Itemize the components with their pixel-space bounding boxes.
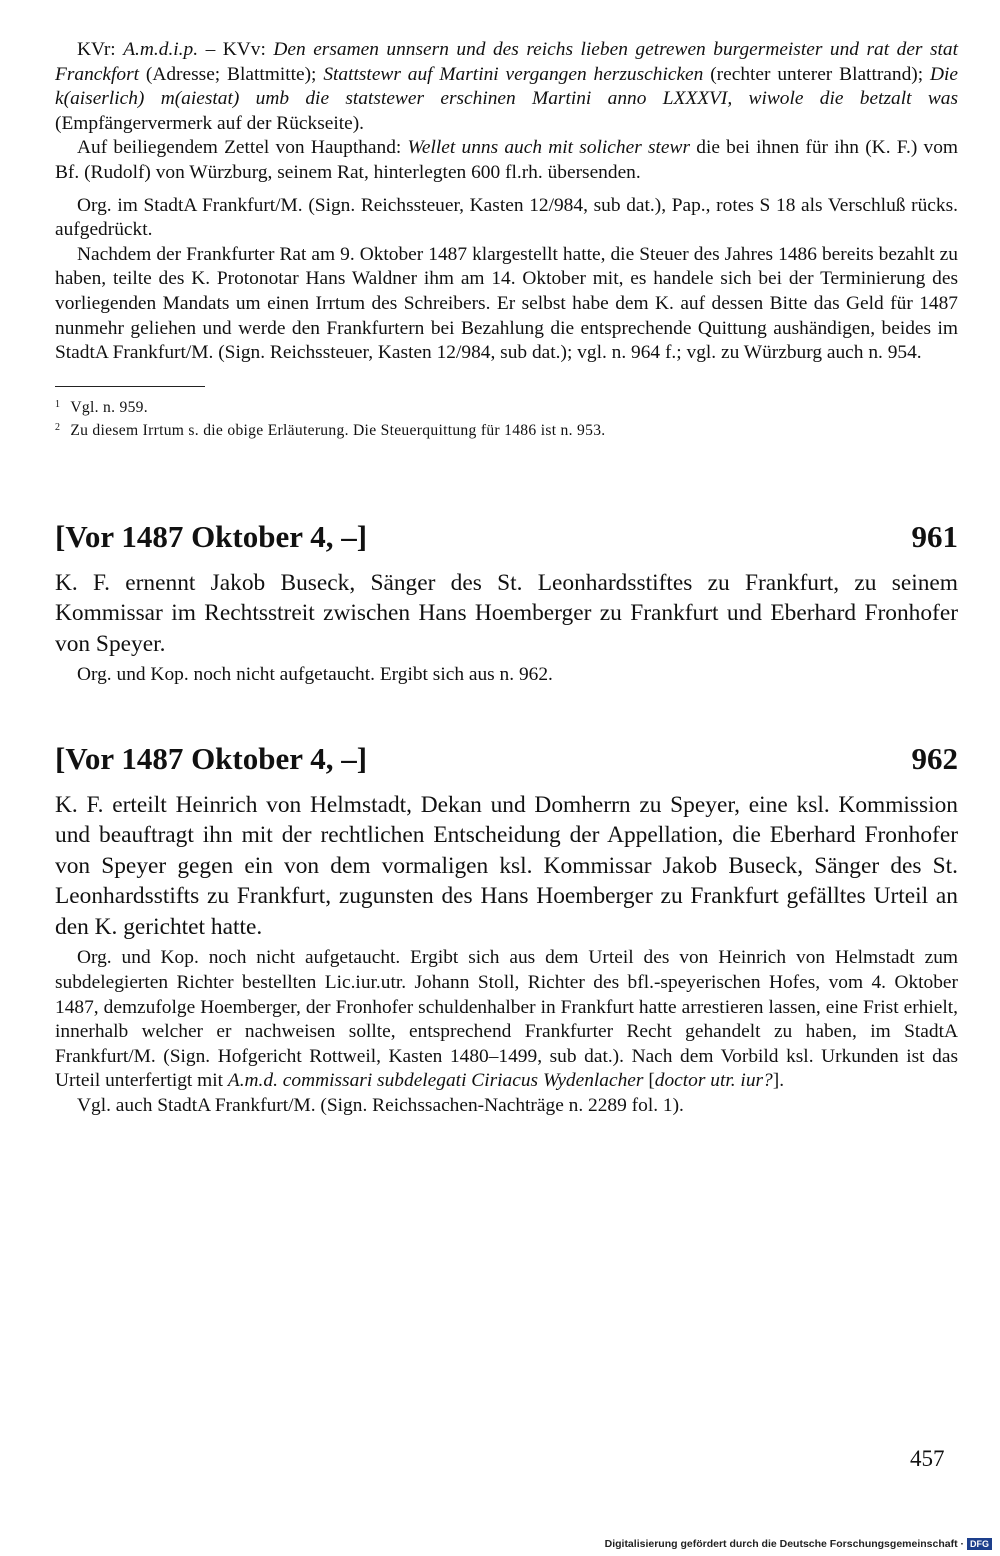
quoted-text: A.m.d.i.p. [123, 39, 199, 60]
text-run: Org. im StadtA Frankfurt/M. (Sign. Reichssteuer, Kasten 12/984, sub dat.), Pap., rotes S 18 als Verschluß rücks. aufgedrückt. [55, 194, 958, 241]
quoted-text: Stattstewr auf Martini vergangen herzuschicken [323, 63, 704, 85]
text-run: (Adresse; Blattmitte); [139, 63, 324, 85]
footnotes [55, 395, 958, 442]
text-run: – KVv: [198, 39, 274, 60]
entry-number: 962 [911, 740, 958, 776]
entry-962-note [55, 946, 958, 1094]
quoted-text: doctor utr. iur? [654, 1070, 773, 1092]
text-run: die bei ihnen für ihn (K. F.) vom Bf. (Rudolf) von Würzburg, seinem Rat, hinterlegten 600 fl.rh. übersenden. [55, 137, 959, 183]
quoted-text: Wellet unns auch mit solicher stewr [407, 137, 691, 159]
explanation-paragraph [55, 243, 958, 366]
digitization-credit [605, 1538, 992, 1550]
text-run: ]. [772, 1070, 785, 1092]
credit-text: Digitalisierung gefördert durch die Deutsche Forschungsgemeinschaft · [604, 1538, 964, 1550]
page-number: 457 [910, 1446, 945, 1471]
commentary-block [55, 38, 958, 366]
enclosure-paragraph [55, 136, 958, 185]
text-run: Org. und Kop. noch nicht aufgetaucht. Ergibt sich aus dem Urteil des von Heinrich von Helmstadt zum subdelegierten Richter bestellten Lic.iur.utr. Johann Stoll, Richter des bfl.-speyerischen Hofes, vom 4. Oktober 1487, demzufolge Hoemberger, der Fronhofer schuldenhalber in Frankfurt hatte arrestieren lassen, eine Frist erhielt, innerhalb welcher er nachweisen sollte, entsprechend Frankfurter Recht gehandelt zu haben, im StadtA Frankfurt/M. (Sign. Hofgericht Rottweil, Kasten 1480–1499, sub dat.). Nach dem Vorbild ksl. Urkunden ist das Urteil unterfertigt mit [55, 947, 958, 1092]
text-run: Vgl. auch StadtA Frankfurt/M. (Sign. Reichssachen-Nachträge n. 2289 fol. 1). [77, 1094, 684, 1116]
entry-number: 961 [911, 518, 958, 554]
text-run: Auf beiliegendem Zettel von Haupthand: [77, 137, 408, 159]
text-run: (rechter unterer Blattrand); [703, 63, 930, 85]
source-note-paragraph [55, 194, 958, 243]
quoted-text: Die k(aiserlich) m(aiestat) umb die statstewer erschinen Martini anno LXXXVI, wiwole die betzalt was [55, 63, 958, 110]
entry-961-summary [55, 568, 958, 660]
entry-date: [Vor 1487 Oktober 4, –] [55, 740, 368, 776]
endorsement-paragraph [55, 38, 958, 136]
quoted-text: Den ersamen unnsern und des reichs lieben getrewen burgermeister und rat der stat Franckfort [55, 39, 958, 85]
text-run: Nachdem der Frankfurter Rat am 9. Oktober 1487 klargestellt hatte, die Steuer des Jahres 1486 bereits bezahlt zu haben, teilte des K. Protonotar Hans Waldner ihm am 14. Oktober mit, es handele sich bei der Terminierung des vorliegenden Mandats um einen Irrtum des Schreibers. Er selbst habe dem K. auf dessen Bitte das Geld für 1487 nunmehr geliehen und werde den Frankfurtern bei Bezahlung die entsprechende Quittung aushändigen, beides im StadtA Frankfurt/M. (Sign. Reichssteuer, Kasten 12/984, sub dat.); vgl. n. 964 f.; vgl. zu Würzburg auch n. 954. [55, 243, 958, 364]
dfg-logo-icon: DFG [967, 1538, 992, 1550]
footnote-divider [55, 386, 205, 387]
entry-961-heading [55, 518, 958, 556]
entry-961-note [55, 663, 958, 688]
document-page [55, 38, 958, 1118]
entry-962-summary [55, 790, 958, 943]
text-run: KVr: [77, 39, 124, 60]
text-run: (Empfängervermerk auf der Rückseite). [55, 112, 365, 134]
text-run: K. F. ernennt Jakob Buseck, Sänger des St. Leonhardsstiftes zu Frankfurt, zu seinem Kommissar im Rechtsstreit zwischen Hans Hoemberger zu Frankfurt und Eberhard Fronhofer von Speyer. [55, 569, 958, 657]
text-run: K. F. erteilt Heinrich von Helmstadt, Dekan und Domherrn zu Speyer, eine ksl. Kommission und beauftragt ihn mit der rechtlichen Entscheidung der Appellation, die Eberhard Fronhofer von Speyer gegen ein von dem vormaligen ksl. Kommissar Jakob Buseck, Sänger des St. Leonhardsstifts zu Frankfurt, zugunsten des Hans Hoemberger zu Frankfurt gefälltes Urteil an den K. gerichtet hatte. [55, 791, 958, 940]
quoted-text: A.m.d. commissari subdelegati Ciriacus Wydenlacher [227, 1070, 644, 1092]
text-run: Org. und Kop. noch nicht aufgetaucht. Ergibt sich aus n. 962. [77, 664, 553, 686]
text-run: [ [643, 1070, 655, 1092]
footnote: $^1$ Vgl. n. 959. [55, 398, 148, 416]
entry-962-note-reference [55, 1094, 958, 1119]
footnote: $^2$ Zu diesem Irrtum s. die obige Erläuterung. Die Steuerquittung für 1486 ist n. 953. [55, 422, 606, 440]
entry-date: [Vor 1487 Oktober 4, –] [55, 518, 368, 554]
entry-962-heading [55, 740, 958, 778]
